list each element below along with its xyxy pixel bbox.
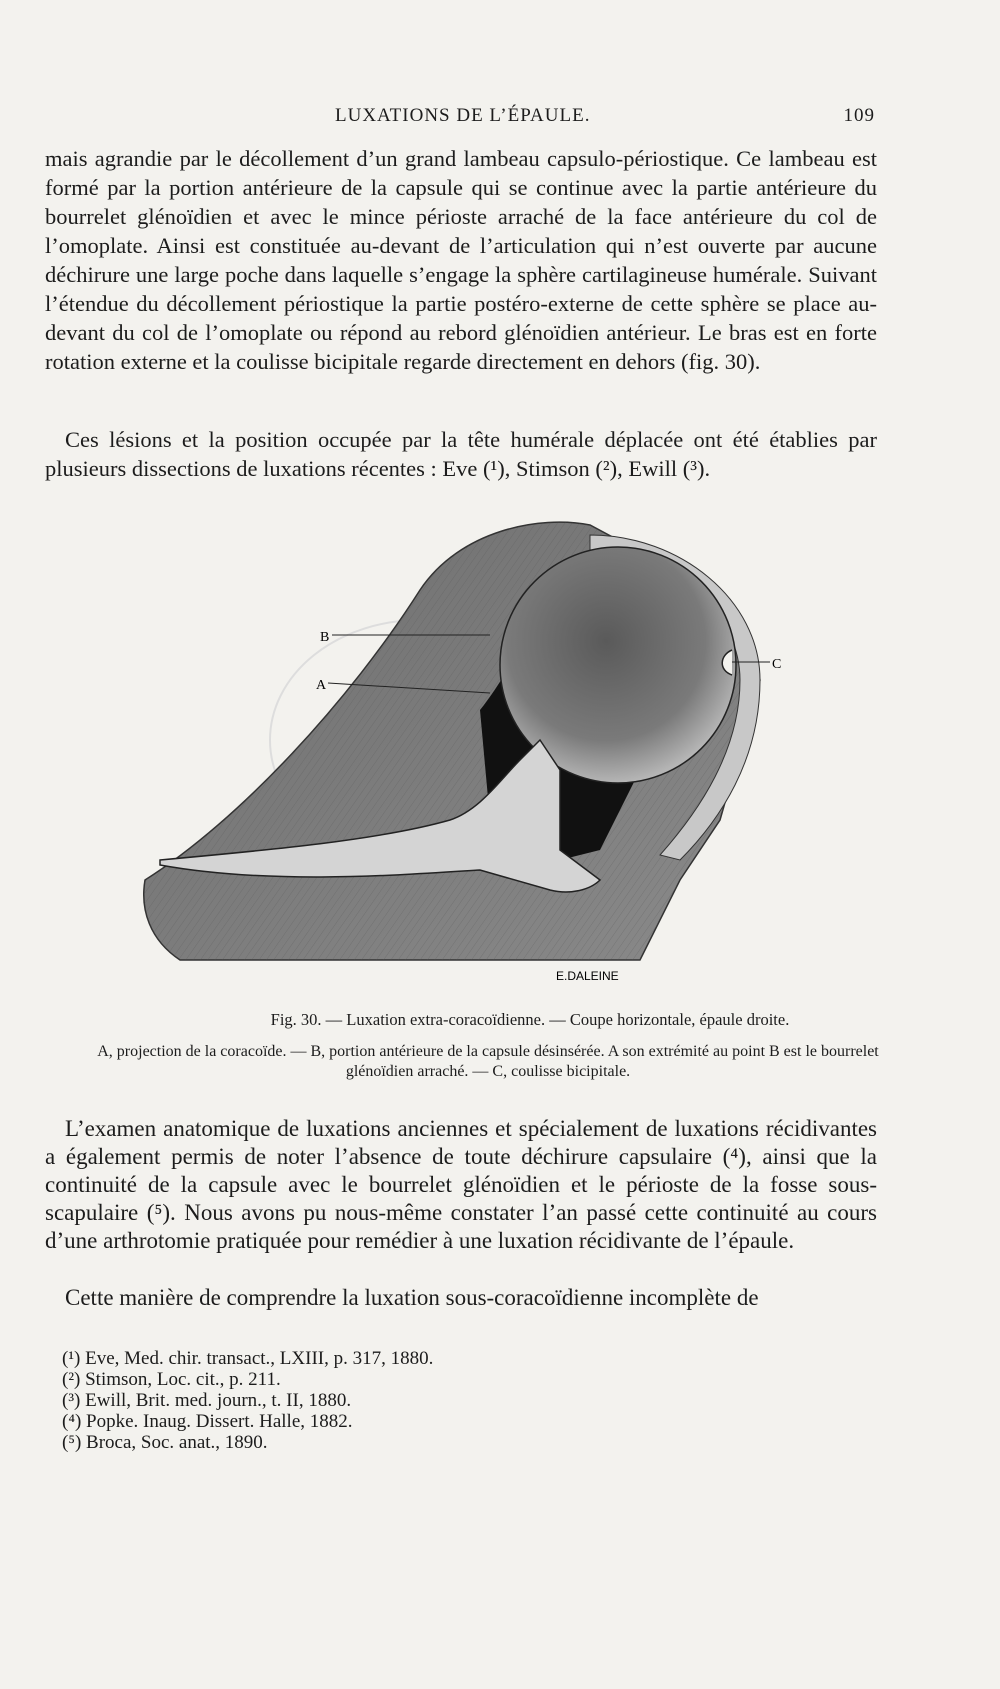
footnote-5: (⁵) Broca, Soc. anat., 1890. [62,1432,268,1453]
paragraph-2: Ces lésions et la position occupée par la tête humérale déplacée ont été établies par plusieurs dissections de luxations récentes : Eve (¹), Stimson (²), Ewill (³). [45,427,877,481]
shoulder-cross-section-illustration [120,520,880,1010]
paragraph-1: mais agrandie par le décollement d’un grand lambeau capsulo-périostique. Ce lambeau est formé par la portion antérieure de la capsule qui se continue avec la partie antérieure du bourrelet glénoïdien et avec le mince périoste arraché de la face antérieure du col de l’omoplate. Ainsi est constituée au-devant de l’articulation qui n’est ouverte par aucune déchirure une large poche dans laquelle s’engage la sphère cartilagineuse humérale. Suivant l’étendue du décollement périostique la partie postéro-externe de cette sphère se place au-devant du col de l’omoplate ou répond au rebord glénoïdien antérieur. Le bras est en forte rotation externe et la coulisse bicipitale regarde directement en dehors (fig. 30). [45,146,877,374]
label-c: C [772,657,782,672]
paragraph-4: Cette manière de comprendre la luxation sous-coracoïdienne incomplète de [65,1285,759,1310]
label-a: A [316,678,327,693]
figure-caption-detail: A, projection de la coracoïde. — B, portion antérieure de la capsule désinsérée. A son extrémité au point B est le bourrelet glénoïdien arraché. — C, coulisse bicipitale. [97,1043,879,1080]
label-b: B [320,630,330,645]
footnote-3: (³) Ewill, Brit. med. journ., t. II, 1880. [62,1390,352,1411]
footnote-2: (²) Stimson, Loc. cit., p. 211. [62,1369,281,1390]
footnote-4: (⁴) Popke. Inaug. Dissert. Halle, 1882. [62,1411,353,1432]
footnotes [62,1348,662,1453]
figure-30 [120,520,880,1010]
page-number: 109 [843,105,875,126]
chapter-title: LUXATIONS DE L’ÉPAULE. [335,105,591,126]
footnote-1: (¹) Eve, Med. chir. transact., LXIII, p. 317, 1880. [62,1348,434,1369]
figure-caption: Fig. 30. — Luxation extra-coracoïdienne. — Coupe horizontale, épaule droite. [270,1010,790,1029]
artist-signature: E.DALEINE [556,969,619,983]
paragraph-3: L’examen anatomique de luxations anciennes et spécialement de luxations récidivantes a également permis de noter l’absence de toute déchirure capsulaire (⁴), ainsi que la continuité de la capsule avec le bourrelet glénoïdien et le périoste de la fosse sous-scapulaire (⁵). Nous avons pu nous-même constater l’an passé cette continuité au cours d’une arthrotomie pratiquée pour remédier à une luxation récidivante de l’épaule. [45,1116,877,1253]
